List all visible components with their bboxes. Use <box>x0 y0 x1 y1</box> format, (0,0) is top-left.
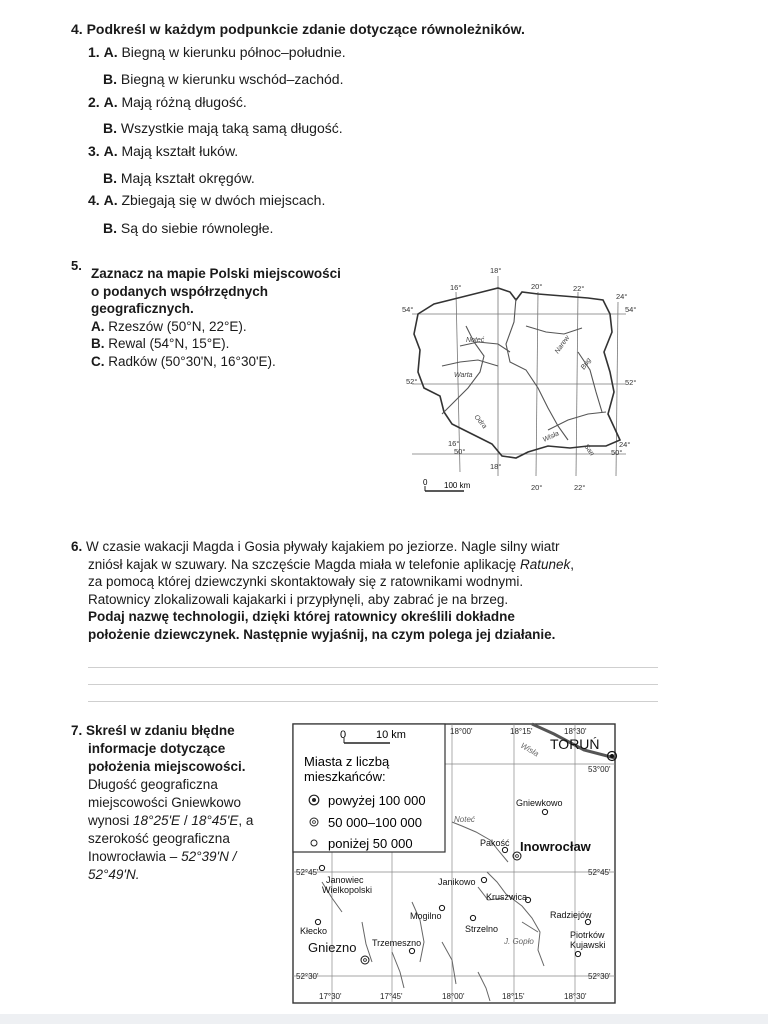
city-gniezno: Gniezno <box>308 940 357 955</box>
river-label-wisla: Wisła <box>541 430 561 444</box>
lon-top-22: 22° <box>573 284 585 293</box>
q4-item1-a[interactable]: 1. A. Biegną w kierunku północ–południe. <box>88 44 346 60</box>
q5-number: 5. <box>71 258 82 273</box>
q4-item3-b-text: Mają kształt okręgów. <box>120 170 255 186</box>
q5-option-c: C. Radków (50°30'N, 16°30'E). <box>91 353 276 369</box>
lon-top-18: 18° <box>490 266 502 275</box>
q4-item4-a[interactable]: 4. A. Zbiegają się w dwóch miejscach. <box>88 192 326 208</box>
q4-item1-b[interactable]: B. Biegną w kierunku wschód–zachód. <box>103 71 344 87</box>
q4-item3-a-text: Mają kształt łuków. <box>121 143 239 159</box>
q4-item4-a-text: Zbiegają się w dwóch miejscach. <box>121 192 326 208</box>
q4-item4-b[interactable]: B. Są do siebie równoległe. <box>103 220 274 236</box>
q7-coord-c[interactable]: 52°39'N / <box>181 849 237 864</box>
map-legend <box>293 724 445 852</box>
lon-bottom-18: 18° <box>490 462 502 471</box>
svg-text:0: 0 <box>423 478 428 487</box>
lon-bottom-22: 22° <box>574 483 586 492</box>
answer-line-2[interactable] <box>88 684 658 685</box>
coord-bottom-1745: 17°45' <box>380 992 403 1001</box>
q4-item2-a[interactable]: 2. A. Mają różną długość. <box>88 94 247 110</box>
q7-coord-b[interactable]: 18°45'E <box>191 813 239 828</box>
q6-number: 6. <box>71 539 83 554</box>
coord-left-5230: 52°30' <box>296 972 319 981</box>
page-footer-bar <box>0 1014 768 1024</box>
q4-item2-b-text: Wszystkie mają taką samą długość. <box>120 120 343 136</box>
svg-text:poniżej 50 000: poniżej 50 000 <box>328 836 413 851</box>
map-scale-bar <box>423 478 471 491</box>
q4-item1-a-text: Biegną w kierunku północ–południe. <box>121 44 346 60</box>
q6-app-name: Ratunek <box>519 556 571 572</box>
svg-text:Miasta z liczbą: Miasta z liczbą <box>304 754 390 769</box>
q4-item2-a-text: Mają różną długość. <box>121 94 247 110</box>
city-janowiec-1: Janowiec <box>326 875 364 885</box>
lon-bottom-20: 20° <box>531 483 543 492</box>
city-inowroclaw: Inowrocław <box>520 839 591 854</box>
coord-left-5245: 52°45' <box>296 868 319 877</box>
q4-item2-b[interactable]: B. Wszystkie mają taką samą długość. <box>103 120 343 136</box>
q7-number: 7. <box>71 723 83 738</box>
label-wisla: Wisła <box>519 740 541 759</box>
svg-text:10 km: 10 km <box>376 729 406 741</box>
city-strzelno: Strzelno <box>465 924 499 934</box>
kujawy-map[interactable] <box>292 722 618 1006</box>
city-trzemeszno: Trzemeszno <box>372 938 422 948</box>
lat-left-52: 52° <box>406 377 418 386</box>
coord-top-1800: 18°00' <box>450 727 473 736</box>
q4-item3-b[interactable]: B. Mają kształt okręgów. <box>103 170 255 186</box>
coord-bottom-1730: 17°30' <box>319 992 342 1001</box>
lat-right-52: 52° <box>625 378 637 387</box>
svg-text:0: 0 <box>340 729 347 741</box>
q4-item1-b-text: Biegną w kierunku wschód–zachód. <box>120 71 344 87</box>
q7-coord-d[interactable]: 52°49'N. <box>88 867 140 882</box>
label-notec: Noteć <box>454 815 475 824</box>
q5-option-a: A. Rzeszów (50°N, 22°E). <box>91 318 247 334</box>
river-label-notec: Noteć <box>466 337 485 344</box>
river-label-san: San <box>582 443 596 458</box>
coord-top-1830: 18°30' <box>564 727 587 736</box>
q5-text: Zaznacz na mapie Polski miejscowości o podanych współrzędnych geograficznych. A. Rzeszów (50°N, 22°E). B. Rewal (54°N, 15°E). C. Radków (50°30'N, 16°30'E). <box>91 266 341 369</box>
q4-item4-b-text: Są do siebie równoległe. <box>120 220 274 236</box>
city-gniewkowo: Gniewkowo <box>516 798 563 808</box>
lat-right-24: 24° <box>619 440 631 449</box>
q4-title: Podkreśl w każdym podpunkcie zdanie dotyczące równoleżników. <box>86 21 525 37</box>
coord-right-5245: 52°45' <box>588 868 611 877</box>
city-kruszwica: Kruszwica <box>486 892 528 902</box>
lat-right-54: 54° <box>625 305 637 314</box>
lat-left-50: 50° <box>454 447 466 456</box>
city-janowiec-2: Wielkopolski <box>322 885 373 895</box>
q4-heading <box>71 20 525 39</box>
answer-line-3[interactable] <box>88 701 658 702</box>
river-label-warta: Warta <box>454 372 473 379</box>
lon-top-16: 16° <box>450 283 462 292</box>
lon-top-20: 20° <box>531 282 543 291</box>
q5-option-b: B. Rewal (54°N, 15°E). <box>91 336 230 351</box>
city-klecko: Kłecko <box>300 926 328 936</box>
city-pakosc: Pakość <box>480 838 510 848</box>
lon-bottom-16: 16° <box>448 439 460 448</box>
river-label-narew: Narew <box>553 334 572 356</box>
q4-number: 4. <box>71 21 83 37</box>
coord-right-5230: 52°30' <box>588 972 611 981</box>
svg-text:50 000–100 000: 50 000–100 000 <box>328 815 422 830</box>
lon-top-24: 24° <box>616 292 628 301</box>
city-radziejow: Radziejów <box>550 910 592 920</box>
poland-map[interactable] <box>398 262 643 496</box>
city-mogilno: Mogilno <box>410 911 442 921</box>
q7-block: 7. Skreśl w zdaniu błędne informacje dotyczące położenia miejscowości. Długość geograficzna miejscowości Gniewkowo wynosi 18°25'E / 18°45'E, a szerokość geograficzna Inowrocławia – 52°39'N / 52°49'N. <box>71 722 286 884</box>
answer-line-1[interactable] <box>88 667 658 668</box>
q6-block: 6. W czasie wakacji Magda i Gosia pływały kajakiem po jeziorze. Nagle silny wiatr zniósł kajak w szuwary. Na szczęście Magda miała w telefonie aplikację Ratunek, za pomocą której dziewczynki skontaktowały się z ratownikami wodnymi. Ratownicy zlokalizowali kajakarki i przypłynęli, aby zabrać je na brzeg. Podaj nazwę technologii, dzięki której ratownicy określili dokładne położenie dziewczynek. Następnie wyjaśnij, na czym polega jej działanie. <box>71 539 575 642</box>
coord-bottom-1800: 18°00' <box>442 992 465 1001</box>
city-piotrkow-2: Kujawski <box>570 940 606 950</box>
lat-left-54: 54° <box>402 305 414 314</box>
q7-coord-a[interactable]: 18°25'E <box>133 813 181 828</box>
coord-top-1815: 18°15' <box>510 727 533 736</box>
svg-text:100 km: 100 km <box>444 481 471 490</box>
city-janikowo: Janikowo <box>438 877 476 887</box>
label-goplo: J. Gopło <box>504 937 534 946</box>
river-label-bug: Bug <box>579 356 593 372</box>
coord-bottom-1815: 18°15' <box>502 992 525 1001</box>
city-torun: TORUŃ <box>550 736 600 752</box>
q4-item3-a[interactable]: 3. A. Mają kształt łuków. <box>88 143 239 159</box>
svg-text:powyżej 100 000: powyżej 100 000 <box>328 793 426 808</box>
coord-right-5300: 53°00' <box>588 765 611 774</box>
river-label-odra: Odra <box>472 413 488 431</box>
lat-right-50: 50° <box>611 448 623 457</box>
svg-text:mieszkańców:: mieszkańców: <box>304 769 386 784</box>
coord-bottom-1830: 18°30' <box>564 992 587 1001</box>
city-piotrkow-1: Piotrków <box>570 930 605 940</box>
